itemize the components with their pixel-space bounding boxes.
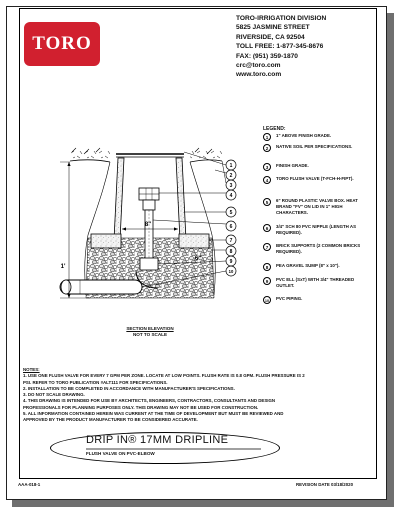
address-website[interactable]: www.toro.com: [236, 71, 282, 79]
drawing-subtitle: FLUSH VALVE ON PVC-ELBOW: [86, 451, 155, 456]
legend-text: 3/4" SCH 80 PVC NIPPLE (LENGTH AS REQUIRED).: [276, 224, 356, 235]
legend-text: TORO FLUSH VALVE (T-FCH-H-FIPT).: [276, 176, 354, 181]
legend-number: 2: [263, 144, 271, 152]
legend-text: 6" ROUND PLASTIC VALVE BOX. HEAT BRAND "FV" ON LID IN 1" HIGH CHARACTERS.: [276, 198, 358, 215]
section-label: [110, 326, 190, 338]
note-line: PROFESSIONALS FOR PLANNING PURPOSES ONLY. THIS DRAWING MAY NOT BE USED FOR CONSTRUCTION.: [23, 404, 259, 410]
dimension-depth-label: 6": [194, 256, 202, 262]
sheet-code: AAA-018-1: [18, 482, 41, 487]
notes-block: [23, 367, 373, 424]
note-line: PSI. REFER TO TORO PUBLICATION #ALT111 FOR SPECIFICATIONS.: [23, 379, 168, 385]
legend-number: 8: [263, 263, 271, 271]
section-title: SECTION ELEVATION: [126, 326, 174, 331]
legend-number: 6: [263, 224, 271, 232]
note-line: 3. DO NOT SCALE DRAWING.: [23, 392, 85, 398]
legend-number: 5: [263, 198, 271, 206]
address-line: FAX: (951) 359-1870: [236, 52, 298, 60]
legend-number: 3: [263, 163, 271, 171]
callout-number: 3: [229, 182, 233, 189]
flush-valve: [139, 188, 159, 210]
legend-number: 4: [263, 176, 271, 184]
legend-text: PVC PIPING.: [276, 296, 303, 301]
finish-grade-lines: [70, 148, 222, 162]
callout-number: 2: [229, 172, 233, 179]
callout-number: 4: [229, 192, 233, 199]
toro-logo: TORO: [24, 22, 100, 66]
dimension-height-label: 1': [60, 264, 66, 270]
address-line: 5825 JASMINE STREET: [236, 24, 310, 32]
callout-number: 5: [229, 209, 233, 216]
legend-text: 1" ABOVE FINISH GRADE.: [276, 133, 332, 138]
legend-title: LEGEND:: [263, 126, 286, 132]
notes-header: NOTES:: [23, 367, 40, 372]
note-line: 1. USE ONE FLUSH VALVE FOR EVERY 7 GPM PER ZONE. LOCATE AT LOW POINTS. FLUSH RATE IS 0.8 GPM. FLUSH PRESSURE IS 2: [23, 373, 305, 379]
callout-number: 6: [229, 223, 233, 230]
note-line: 5. ALL INFORMATION CONTAINED HEREIN WAS CURRENT AT THE TIME OF DEVELOPMENT BUT MUST BE REVIEWED AND: [23, 411, 284, 417]
address-line: TORO-IRRIGATION DIVISION: [236, 15, 327, 22]
legend-number: 10: [263, 296, 271, 304]
legend-text: FINISH GRADE.: [276, 163, 309, 168]
legend-text: PEA GRAVEL SUMP (8" x 10").: [276, 263, 340, 268]
legend-number: 1: [263, 133, 271, 141]
address-line: TOLL FREE: 1-877-345-8676: [236, 43, 324, 51]
callout-number: 8: [229, 248, 233, 255]
callout-number: 1: [229, 162, 233, 169]
section-scale: NOT TO SCALE: [132, 332, 168, 337]
address-line: RIVERSIDE, CA 92504: [236, 33, 305, 41]
dimension-width-label: 8": [144, 222, 152, 228]
legend-text: BRICK SUPPORTS (2 COMMON BRICKS REQUIRED).: [276, 243, 361, 254]
revision-date: REVISION DATE 03/18/2020: [296, 482, 354, 487]
callout-number: 7: [229, 237, 233, 244]
legend-text: NATIVE SOIL PER SPECIFICATIONS.: [276, 144, 353, 149]
note-line: 2. INSTALLATION TO BE COMPLETED IN ACCORDANCE WITH MANUFACTURER'S SPECIFICATIONS.: [23, 385, 235, 391]
legend-number: 9: [263, 277, 271, 285]
callout-number: 9: [229, 258, 233, 265]
title-underline: [86, 448, 261, 450]
note-line: 4. THIS DRAWING IS INTENDED FOR USE BY ARCHITECTS, ENGINEERS, CONTRACTORS, CONSULTANTS AND DESIGN: [23, 398, 276, 404]
drawing-title: DRIP IN® 17MM DRIPLINE: [86, 434, 229, 446]
address-email[interactable]: crc@toro.com: [236, 61, 281, 69]
callout-number: 10: [228, 268, 234, 274]
legend-text: PVC ELL (SxT) WITH 3/4" THREADED OUTLET.: [276, 277, 355, 288]
note-line: APPROVED BY THE PRODUCT MANUFACTURER TO BE CONSIDERED ACCURATE.: [23, 417, 198, 423]
legend-number: 7: [263, 243, 271, 251]
